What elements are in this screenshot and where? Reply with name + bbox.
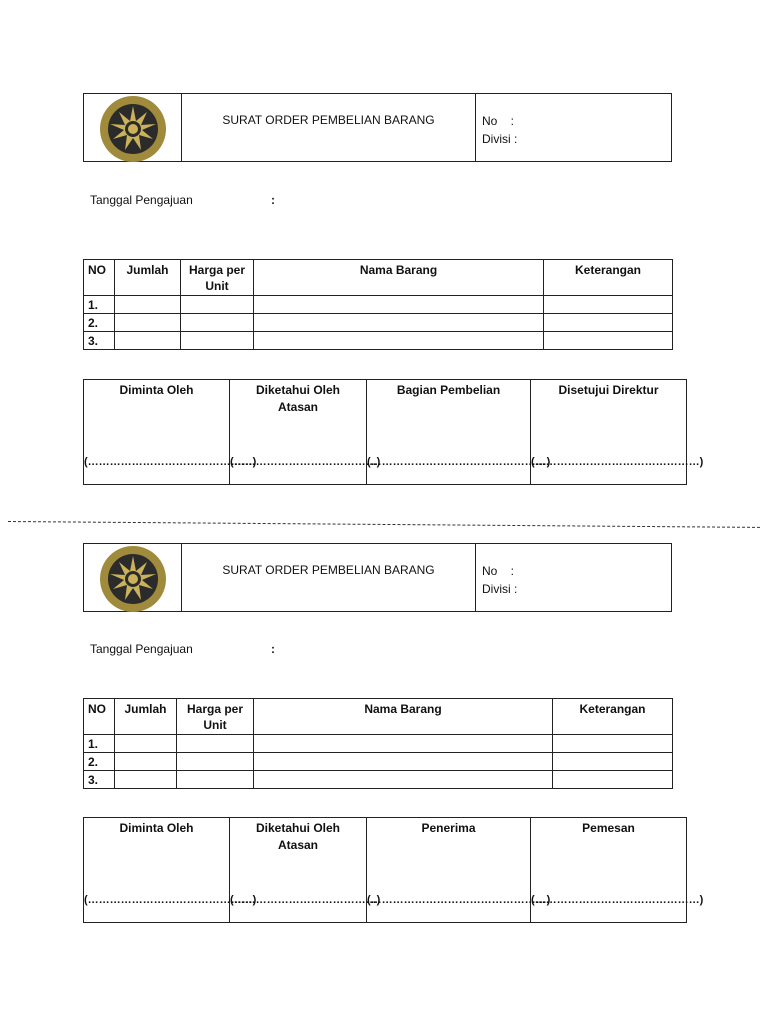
signature-cell[interactable] bbox=[84, 380, 257, 485]
seal-logo-icon bbox=[98, 94, 168, 164]
nama-barang-cell[interactable] bbox=[254, 771, 553, 789]
jumlah-cell[interactable] bbox=[115, 332, 181, 350]
col-harga: Harga per Unit bbox=[181, 260, 254, 296]
col-nama-barang: Nama Barang bbox=[254, 260, 544, 296]
signature-cell[interactable] bbox=[531, 818, 704, 923]
row-number: 1. bbox=[84, 735, 115, 753]
row-number: 1. bbox=[84, 296, 115, 314]
harga-cell[interactable] bbox=[177, 771, 254, 789]
nama-barang-cell[interactable] bbox=[254, 735, 553, 753]
signature-line: (…………………………………………) bbox=[367, 456, 551, 468]
col-jumlah: Jumlah bbox=[115, 699, 177, 735]
no-label: No : bbox=[482, 564, 515, 578]
signature-role: Diminta Oleh bbox=[119, 383, 194, 397]
nama-barang-cell[interactable] bbox=[254, 753, 553, 771]
logo-cell bbox=[84, 94, 182, 161]
row-number: 3. bbox=[84, 771, 115, 789]
harga-cell[interactable] bbox=[177, 753, 254, 771]
form-header bbox=[83, 93, 672, 162]
form-header bbox=[83, 543, 672, 612]
signature-line: (………………………………………) bbox=[531, 456, 704, 468]
row-number: 3. bbox=[84, 332, 115, 350]
tanggal-colon: : bbox=[271, 193, 275, 207]
divisi-label: Divisi : bbox=[482, 132, 518, 146]
jumlah-cell[interactable] bbox=[115, 753, 177, 771]
signature-cell[interactable] bbox=[367, 380, 551, 485]
harga-cell[interactable] bbox=[181, 296, 254, 314]
table-row bbox=[84, 771, 673, 789]
title-cell bbox=[182, 544, 476, 611]
col-jumlah: Jumlah bbox=[115, 260, 181, 296]
table-row bbox=[84, 332, 673, 350]
logo-cell bbox=[84, 544, 182, 611]
no-divisi-cell bbox=[476, 544, 672, 611]
table-row bbox=[84, 314, 673, 332]
items-table bbox=[83, 259, 673, 350]
tanggal-label: Tanggal Pengajuan bbox=[90, 642, 193, 656]
signature-cell[interactable] bbox=[84, 818, 257, 923]
jumlah-cell[interactable] bbox=[115, 735, 177, 753]
keterangan-cell[interactable] bbox=[553, 771, 673, 789]
title-cell bbox=[182, 94, 476, 161]
signature-role: Diketahui Oleh Atasan bbox=[255, 821, 341, 852]
nama-barang-cell[interactable] bbox=[254, 314, 544, 332]
nama-barang-cell[interactable] bbox=[254, 332, 544, 350]
keterangan-cell[interactable] bbox=[553, 735, 673, 753]
signature-cell[interactable] bbox=[230, 818, 381, 923]
seal-logo-icon bbox=[98, 544, 168, 614]
items-table bbox=[83, 698, 673, 789]
items-header-row bbox=[84, 260, 673, 296]
row-number: 2. bbox=[84, 314, 115, 332]
row-number: 2. bbox=[84, 753, 115, 771]
signature-role: Penerima bbox=[421, 821, 476, 835]
harga-cell[interactable] bbox=[177, 735, 254, 753]
col-no: NO bbox=[84, 699, 115, 735]
no-label: No : bbox=[482, 114, 515, 128]
signature-role: Pemesan bbox=[582, 821, 635, 835]
keterangan-cell[interactable] bbox=[544, 314, 673, 332]
signature-cell[interactable] bbox=[230, 380, 381, 485]
jumlah-cell[interactable] bbox=[115, 771, 177, 789]
keterangan-cell[interactable] bbox=[553, 753, 673, 771]
items-header-row bbox=[84, 699, 673, 735]
table-row bbox=[84, 296, 673, 314]
divisi-label: Divisi : bbox=[482, 582, 518, 596]
form-title: SURAT ORDER PEMBELIAN BARANG bbox=[222, 563, 435, 577]
col-harga: Harga per Unit bbox=[177, 699, 254, 735]
no-divisi-cell bbox=[476, 94, 672, 161]
col-nama-barang: Nama Barang bbox=[254, 699, 553, 735]
harga-cell[interactable] bbox=[181, 314, 254, 332]
col-keterangan: Keterangan bbox=[553, 699, 673, 735]
signature-cell[interactable] bbox=[367, 818, 551, 923]
signature-table bbox=[83, 379, 704, 485]
signature-role: Diminta Oleh bbox=[119, 821, 194, 835]
jumlah-cell[interactable] bbox=[115, 296, 181, 314]
harga-cell[interactable] bbox=[181, 332, 254, 350]
keterangan-cell[interactable] bbox=[544, 332, 673, 350]
cut-line-divider bbox=[8, 521, 760, 528]
table-row bbox=[84, 735, 673, 753]
signature-role: Diketahui Oleh Atasan bbox=[255, 383, 341, 414]
signature-line: (…………………………………) bbox=[230, 456, 381, 468]
form-title: SURAT ORDER PEMBELIAN BARANG bbox=[222, 113, 435, 127]
signature-role: Bagian Pembelian bbox=[396, 383, 501, 397]
tanggal-colon: : bbox=[271, 642, 275, 656]
signature-line: (………………………………………) bbox=[84, 894, 257, 906]
jumlah-cell[interactable] bbox=[115, 314, 181, 332]
signature-role: Disetujui Direktur bbox=[558, 383, 659, 397]
col-no: NO bbox=[84, 260, 115, 296]
signature-line: (………………………………………) bbox=[531, 894, 704, 906]
signature-line: (………………………………………) bbox=[84, 456, 257, 468]
signature-line: (…………………………………) bbox=[230, 894, 381, 906]
col-keterangan: Keterangan bbox=[544, 260, 673, 296]
signature-line: (…………………………………………) bbox=[367, 894, 551, 906]
tanggal-label: Tanggal Pengajuan bbox=[90, 193, 193, 207]
table-row bbox=[84, 753, 673, 771]
nama-barang-cell[interactable] bbox=[254, 296, 544, 314]
signature-table bbox=[83, 817, 704, 923]
signature-cell[interactable] bbox=[531, 380, 704, 485]
keterangan-cell[interactable] bbox=[544, 296, 673, 314]
